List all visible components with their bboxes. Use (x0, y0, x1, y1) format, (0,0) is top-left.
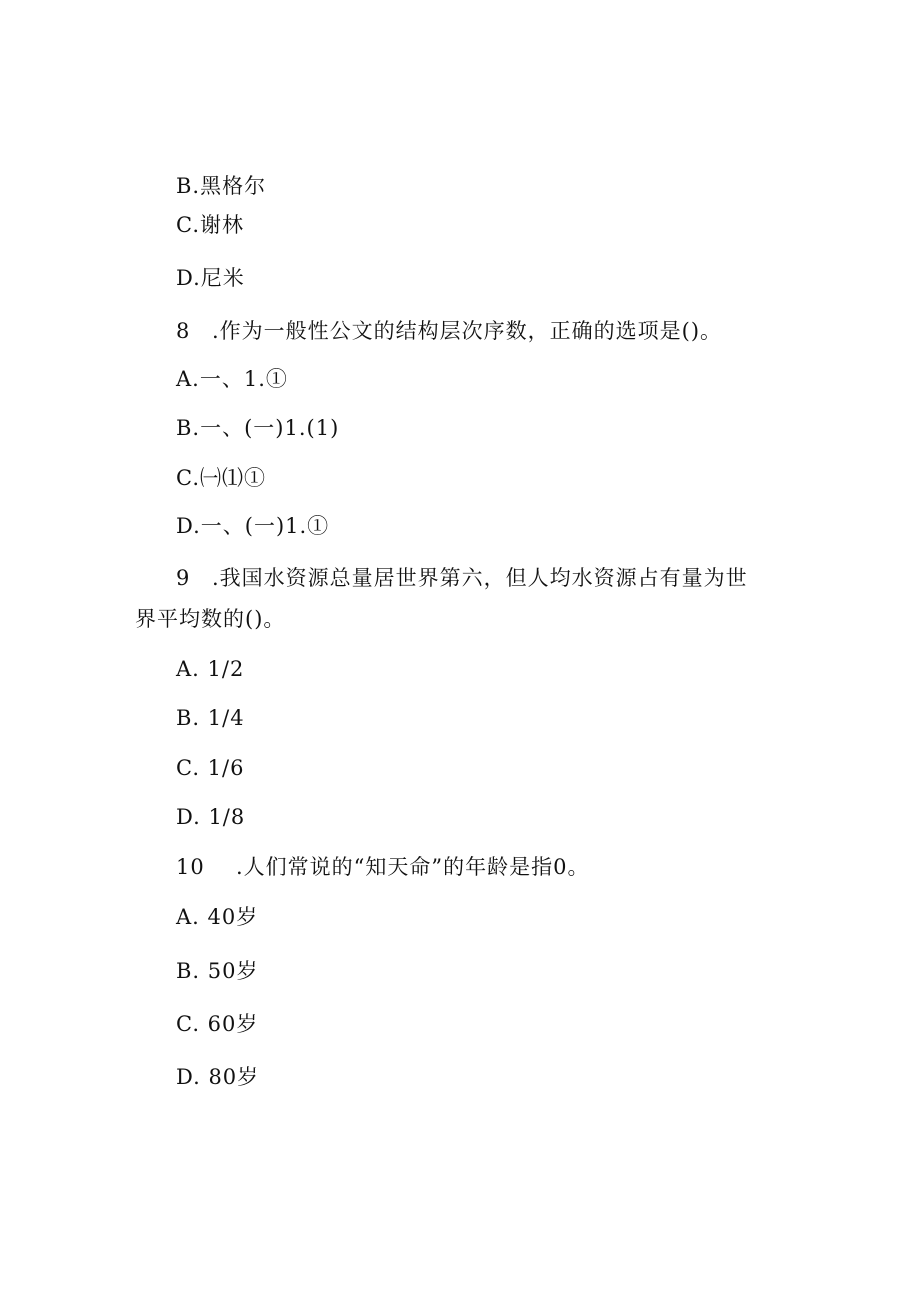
q10-stem-line (176, 853, 590, 881)
q8-stem: .作为一般性公文的结构层次序数，正确的选项是()。 (212, 319, 723, 343)
q9-option-a: A. 1/2 (176, 657, 245, 681)
q10-option-a: A. 40岁 (176, 905, 259, 929)
q9-stem-line-2: 界平均数的()。 (135, 607, 286, 631)
q8-number: 8 (176, 319, 191, 343)
q9-option-d: D. 1/8 (176, 805, 246, 829)
q10-stem: .人们常说的“知天命”的年龄是指0。 (236, 855, 590, 879)
q7-option-c: C.谢林 (176, 213, 244, 237)
q9-stem-1: .我国水资源总量居世界第六，但人均水资源占有量为世 (212, 566, 748, 590)
q8-stem-line (176, 317, 722, 345)
q10-option-b: B. 50岁 (176, 959, 259, 983)
q8-option-a: A.一、1.① (176, 367, 288, 391)
q10-option-c: C. 60岁 (176, 1012, 259, 1036)
q10-option-d: D. 80岁 (176, 1065, 260, 1089)
q7-option-d: D.尼米 (176, 266, 245, 290)
q10-number: 10 (176, 855, 205, 879)
q8-option-c: C.㈠⑴① (176, 466, 266, 490)
q8-option-b: B.一、(一)1.(1) (176, 416, 340, 440)
q9-number: 9 (176, 566, 191, 590)
q7-option-b: B.黑格尔 (176, 174, 267, 198)
q9-option-c: C. 1/6 (176, 756, 245, 780)
q9-option-b: B. 1/4 (176, 706, 245, 730)
q8-option-d: D.一、(一)1.① (176, 514, 330, 538)
q9-stem-line (176, 564, 748, 592)
